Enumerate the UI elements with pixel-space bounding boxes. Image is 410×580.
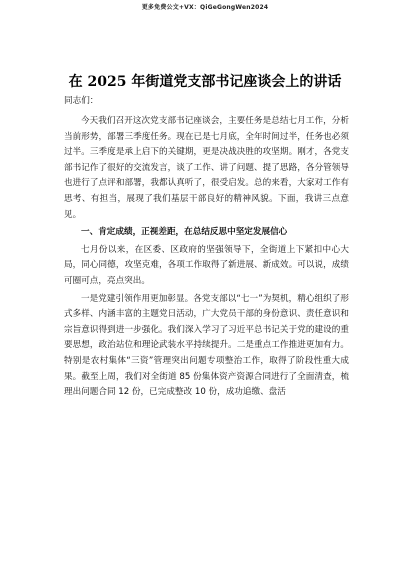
document-body xyxy=(64,114,349,403)
watermark-text: 更多免费公文+VX：QiGeGongWen2024 xyxy=(141,4,269,11)
section-heading-1: 一、肯定成绩，正视差距，在总结反思中坚定发展信心 xyxy=(81,227,288,238)
paragraph-summary: 七月份以来，在区委、区政府的坚强领导下，全街道上下紧扣中心大局，同心同德，攻坚克难，各项工作取得了新进展、新成效。可以说，成绩可圈可点，亮点突出。 xyxy=(64,244,349,286)
salutation: 同志们： xyxy=(64,96,99,106)
document-title: 在 2025 年街道党支部书记座谈会上的讲话 xyxy=(68,74,342,90)
paragraph-details: 一是党建引领作用更加彰显。各党支部以“七一”为契机，精心组织了形式多样、内涵丰富的主题党日活动，广大党员干部的身份意识、责任意识和宗旨意识得到进一步强化。我们深入学习了习近平总书记关于党的建设的重要思想，政治站位和理论武装水平持续提升。二是重点工作推进更加有力。特别是农村集体“三资”管理突出问题专项整治工作，取得了阶段性重大成果。截至上周，我们对全街道 85 份集体资产资源合同进行了全面清查，梳理出问题合同 12 份，已完成整改 10 份，成功追缴、盘活 xyxy=(64,293,349,398)
paragraph-intro: 今天我们召开这次党支部书记座谈会，主要任务是总结七月工作，分析当前形势，部署三季度任务。现在已是七月底，全年时间过半，任务也必须过半。三季度是承上启下的关键期，更是决战决胜的攻坚期。刚才，各党支部书记作了很好的交流发言，谈了工作、讲了问题、提了思路，各分管领导也进行了点评和部署，我都认真听了，很受启发。总的来看，大家对工作有思考、有担当，展现了我们基层干部良好的精神风貌。下面，我讲三点意见。 xyxy=(64,116,349,220)
